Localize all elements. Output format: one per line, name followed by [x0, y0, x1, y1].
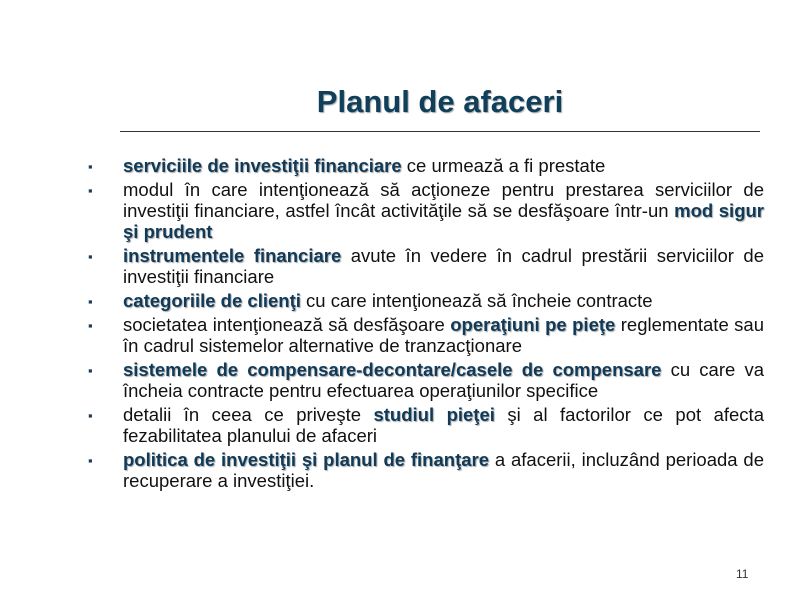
bullet-highlight: operaţiuni pe pieţe	[450, 314, 616, 335]
bullet-text: reglementate sau în cadrul sistemelor alternative de tranzacţionare	[123, 314, 765, 356]
bullet-text: detalii în ceea ce priveşte	[123, 404, 374, 425]
bullet-highlight: politica de investiţii şi planul de finanţare	[123, 449, 490, 470]
bullet-text: cu care intenţionează să încheie contracte	[300, 290, 653, 311]
bullet-list	[88, 155, 764, 494]
bullet-highlight: categoriile de clienţi	[123, 290, 301, 311]
bullet-item	[88, 245, 764, 287]
bullet-text: a afacerii, incluzând perioada de recuperare a investiţiei.	[123, 449, 764, 491]
square-bullet-icon: ▪	[88, 408, 93, 423]
square-bullet-icon: ▪	[88, 183, 93, 198]
page-number: 11	[736, 567, 749, 581]
bullet-text: societatea intenţionează să desfăşoare	[123, 314, 451, 335]
title-divider	[120, 131, 760, 132]
bullet-text: modul în care intenţionează să acţioneze pentru prestarea serviciilor de investiţii financiare, astfel încât activităţile să se desfăşoare într-un	[123, 179, 764, 221]
bullet-text: cu care va încheia contracte pentru efectuarea operaţiunilor specifice	[123, 359, 764, 401]
slide-title: Planul de afaceri	[316, 84, 564, 119]
bullet-item	[88, 314, 764, 356]
bullet-text: avute în vedere în cadrul prestării serviciilor de investiţii financiare	[123, 245, 764, 287]
bullet-highlight: mod sigur şi prudent	[123, 200, 764, 242]
bullet-item	[88, 449, 764, 491]
bullet-item	[88, 155, 764, 176]
square-bullet-icon: ▪	[88, 453, 93, 468]
square-bullet-icon: ▪	[88, 294, 93, 309]
bullet-item	[88, 179, 764, 242]
square-bullet-icon: ▪	[88, 159, 93, 174]
bullet-item	[88, 290, 764, 311]
bullet-highlight: serviciile de investiţii financiare	[123, 155, 402, 176]
square-bullet-icon: ▪	[88, 363, 93, 378]
square-bullet-icon: ▪	[88, 249, 93, 264]
bullet-highlight: sistemele de compensare-decontare/casele de compensare	[123, 359, 662, 380]
square-bullet-icon: ▪	[88, 318, 93, 333]
bullet-item	[88, 359, 764, 401]
bullet-item	[88, 404, 764, 446]
bullet-text: şi al factorilor ce pot afecta fezabilitatea planului de afaceri	[123, 404, 764, 446]
bullet-text: ce urmează a fi prestate	[401, 155, 606, 176]
bullet-highlight: instrumentele financiare	[123, 245, 342, 266]
bullet-highlight: studiul pieţei	[373, 404, 495, 425]
